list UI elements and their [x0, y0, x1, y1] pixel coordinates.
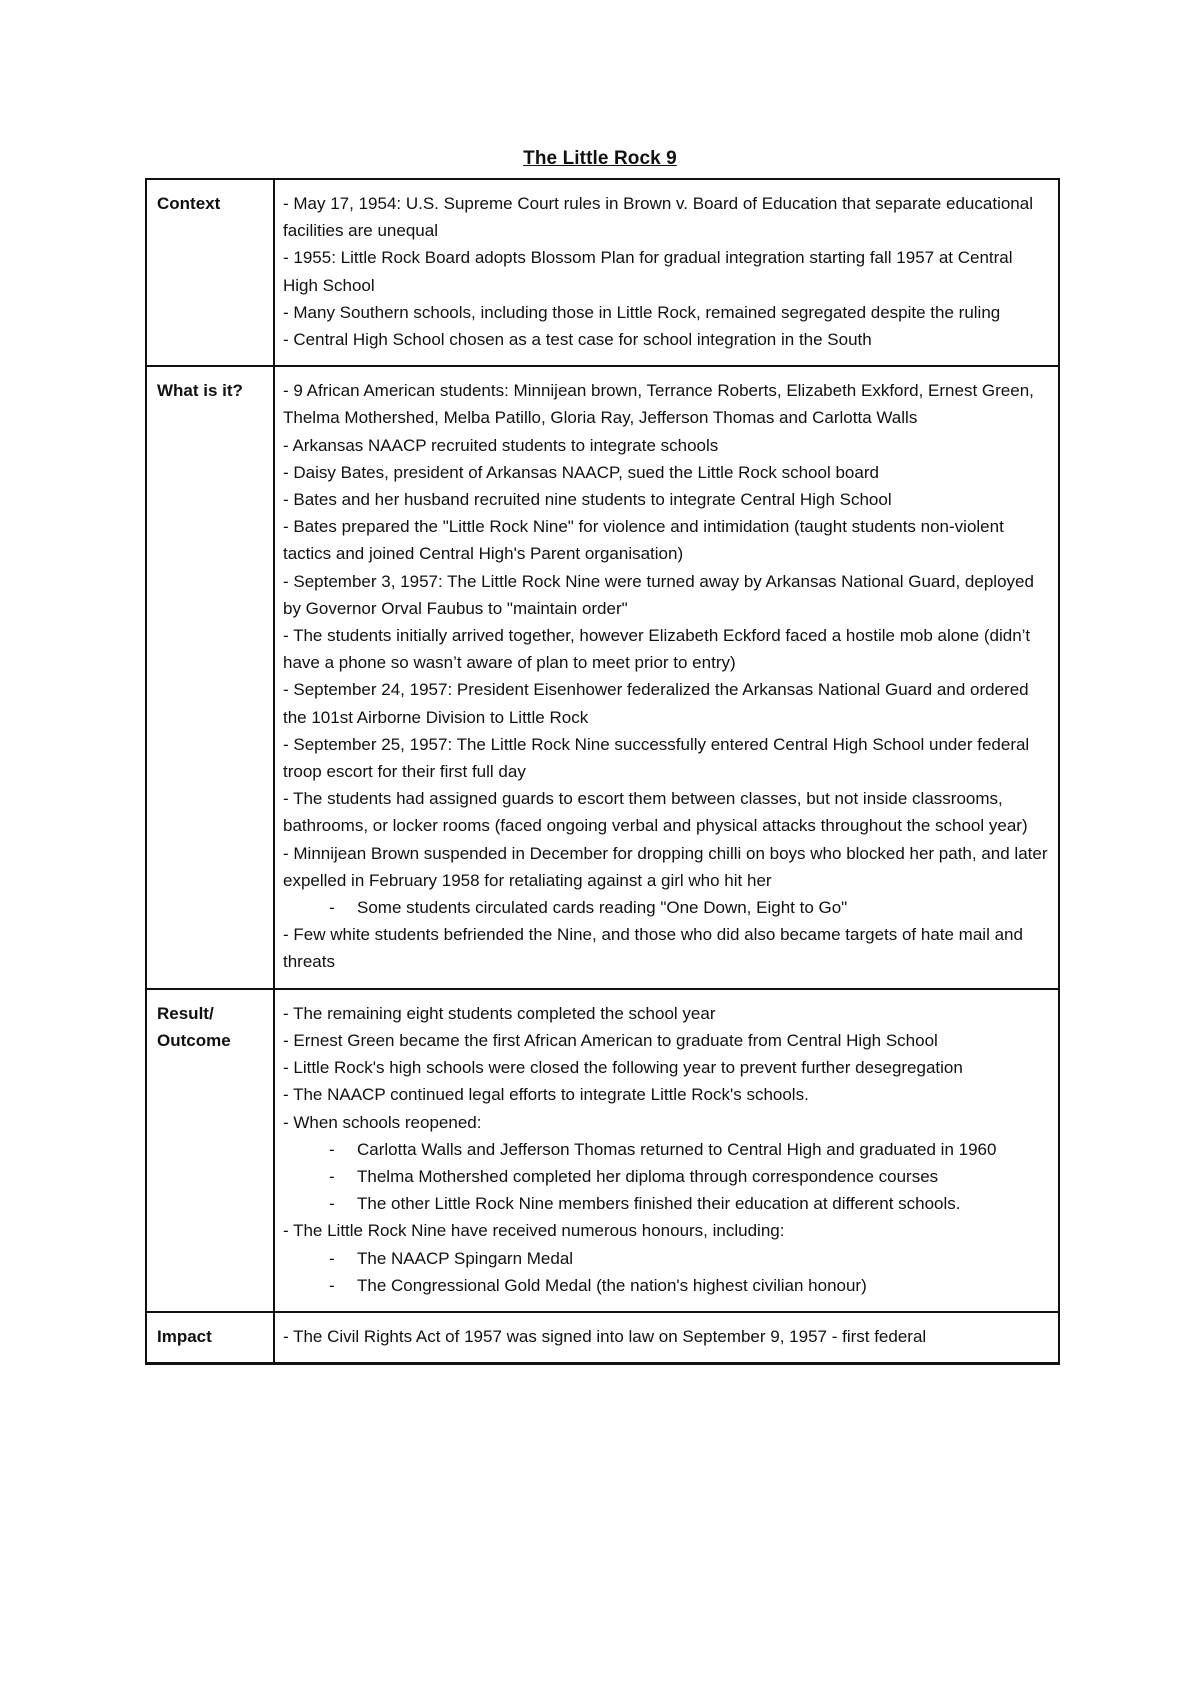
bullet-item: - The NAACP continued legal efforts to integrate Little Rock's schools.: [283, 1085, 809, 1105]
section-content: [274, 366, 1059, 988]
bullet-item: - Bates and her husband recruited nine students to integrate Central High School: [283, 490, 892, 510]
section-row: [146, 366, 1059, 988]
sub-bullet-item: [283, 1163, 1048, 1190]
bullet-item: - The students had assigned guards to escort them between classes, but not inside classrooms, bathrooms, or locker rooms (faced ongoing verbal and physical attacks throughout the school year): [283, 789, 1028, 836]
bullet-dash: -: [329, 1194, 335, 1214]
bullet-dash: -: [329, 898, 335, 918]
bullet-dash: -: [329, 1139, 335, 1159]
bullet-item: - 9 African American students: Minnijean brown, Terrance Roberts, Elizabeth Exkford, Ernest Green, Thelma Mothershed, Melba Patillo, Gloria Ray, Jefferson Thomas and Carlotta Walls: [283, 381, 1034, 428]
bullet-item: - September 3, 1957: The Little Rock Nine were turned away by Arkansas National Guard, deployed by Governor Orval Faubus to "maintain order": [283, 571, 1034, 618]
bullet-item: - September 25, 1957: The Little Rock Nine successfully entered Central High School under federal troop escort for their first full day: [283, 734, 1030, 782]
section-content: [274, 1312, 1059, 1364]
section-content: [274, 179, 1059, 366]
notes-table: [145, 178, 1060, 1365]
bullet-dash: -: [329, 1166, 335, 1186]
bullet-item: - Few white students befriended the Nine, and those who did also became targets of hate mail and threats: [283, 925, 1023, 972]
sub-bullet-item: [283, 1190, 1048, 1217]
bullet-item: - Daisy Bates, president of Arkansas NAACP, sued the Little Rock school board: [283, 462, 879, 482]
sub-bullet-text: The Congressional Gold Medal (the nation's highest civilian honour): [357, 1275, 867, 1295]
sub-bullet-item: [283, 894, 1048, 921]
bullet-item: - Minnijean Brown suspended in December for dropping chilli on boys who blocked her path, and later expelled in February 1958 for retaliating against a girl who hit her: [283, 843, 1048, 890]
sub-bullet-text: Some students circulated cards reading "One Down, Eight to Go": [357, 898, 848, 918]
sub-bullet-text: Carlotta Walls and Jefferson Thomas returned to Central High and graduated in 1960: [357, 1139, 997, 1159]
sub-bullet-item: [283, 1272, 1048, 1299]
page-title: The Little Rock 9: [523, 148, 677, 169]
bullet-item: - The students initially arrived together, however Elizabeth Eckford faced a hostile mob alone (didn’t have a phone so wasn’t aware of plan to meet prior to entry): [283, 626, 1031, 673]
bullet-item: - May 17, 1954: U.S. Supreme Court rules in Brown v. Board of Education that separate educational facilities are unequal: [283, 194, 1033, 241]
section-row: [146, 1312, 1059, 1364]
sub-bullet-text: The NAACP Spingarn Medal: [357, 1248, 574, 1268]
bullet-item: - The Civil Rights Act of 1957 was signed into law on September 9, 1957 - first federal: [283, 1326, 927, 1346]
sub-bullet-item: [283, 1245, 1048, 1272]
bullet-item: - Little Rock's high schools were closed the following year to prevent further desegregation: [283, 1058, 963, 1078]
notes-table-body: [146, 179, 1059, 1364]
sub-bullet-text: The other Little Rock Nine members finished their education at different schools.: [357, 1194, 961, 1214]
bullet-item: - The remaining eight students completed the school year: [283, 1003, 716, 1023]
bullet-item: - Ernest Green became the first African American to graduate from Central High School: [283, 1030, 938, 1050]
section-row: [146, 989, 1059, 1312]
sub-bullet-text: Thelma Mothershed completed her diploma through correspondence courses: [357, 1166, 939, 1186]
section-label: Context: [146, 179, 274, 366]
section-content: [274, 989, 1059, 1312]
sub-bullet-item: [283, 1136, 1048, 1163]
bullet-item: - The Little Rock Nine have received numerous honours, including:: [283, 1221, 785, 1241]
bullet-item: - When schools reopened:: [283, 1112, 482, 1132]
section-label: Result/ Outcome: [146, 989, 274, 1312]
bullet-item: - Bates prepared the "Little Rock Nine" for violence and intimidation (taught students non-violent tactics and joined Central High's Parent organisation): [283, 517, 1004, 564]
section-label: Impact: [146, 1312, 274, 1364]
bullet-dash: -: [329, 1275, 335, 1295]
section-row: [146, 179, 1059, 366]
bullet-item: - Many Southern schools, including those in Little Rock, remained segregated despite the ruling: [283, 302, 1001, 322]
bullet-item: - 1955: Little Rock Board adopts Blossom Plan for gradual integration starting fall 1957 at Central High School: [283, 248, 1013, 295]
section-label: What is it?: [146, 366, 274, 988]
bullet-item: - September 24, 1957: President Eisenhower federalized the Arkansas National Guard and ordered the 101st Airborne Division to Little Rock: [283, 680, 1029, 727]
bullet-dash: -: [329, 1248, 335, 1268]
bullet-item: - Arkansas NAACP recruited students to integrate schools: [283, 435, 719, 455]
bullet-item: - Central High School chosen as a test case for school integration in the South: [283, 330, 872, 350]
